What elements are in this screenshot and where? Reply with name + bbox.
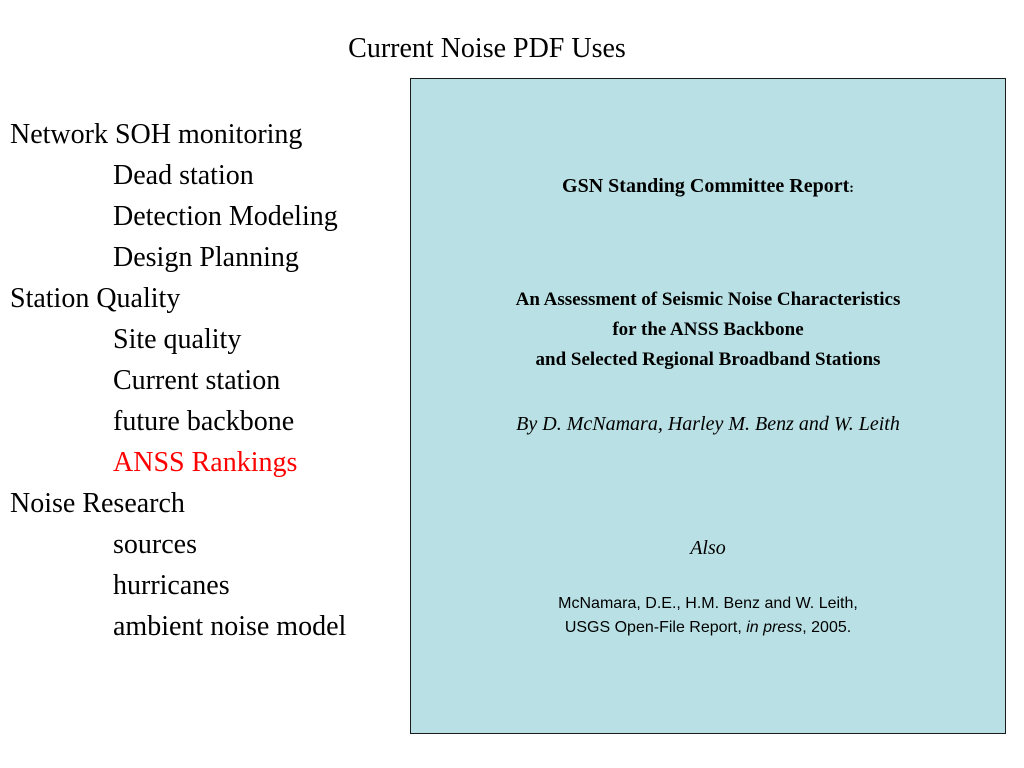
- report-title-line-1: An Assessment of Seismic Noise Characteristics: [515, 289, 901, 310]
- report-reference-line-1: McNamara, D.E., H.M. Benz and W. Leith,: [558, 595, 858, 612]
- report-box: [410, 78, 1006, 734]
- report-committee-heading: [411, 175, 1005, 198]
- report-reference-prefix: USGS Open-File Report,: [564, 619, 747, 636]
- outline-station-quality: Station Quality: [10, 283, 181, 314]
- uses-outline: [10, 114, 410, 647]
- outline-ambient-noise-model: ambient noise model: [113, 611, 347, 642]
- report-reference-in-press: in press: [746, 619, 803, 636]
- outline-site-quality: Site quality: [113, 324, 242, 355]
- report-title-line-2: for the ANSS Backbone: [612, 319, 804, 340]
- outline-current-station: Current station: [113, 365, 281, 396]
- outline-dead-station: Dead station: [113, 160, 254, 191]
- report-reference-line-2: [411, 619, 1005, 637]
- report-title-line-3: and Selected Regional Broadband Stations: [535, 349, 881, 370]
- report-committee-colon: :: [849, 181, 854, 196]
- report-also: Also: [690, 537, 726, 559]
- outline-noise-research: Noise Research: [10, 488, 185, 519]
- slide-title: Current Noise PDF Uses: [348, 33, 626, 64]
- outline-hurricanes: hurricanes: [113, 570, 230, 601]
- report-reference-suffix: , 2005.: [802, 619, 852, 636]
- report-committee-text: GSN Standing Committee Report: [562, 175, 850, 197]
- outline-network-soh: Network SOH monitoring: [10, 119, 303, 150]
- outline-future-backbone: future backbone: [113, 406, 295, 437]
- outline-design-planning: Design Planning: [113, 242, 299, 273]
- outline-detection-modeling: Detection Modeling: [113, 201, 338, 232]
- outline-anss-rankings: ANSS Rankings: [113, 447, 298, 478]
- report-authors: By D. McNamara, Harley M. Benz and W. Leith: [516, 413, 900, 435]
- outline-sources: sources: [113, 529, 197, 560]
